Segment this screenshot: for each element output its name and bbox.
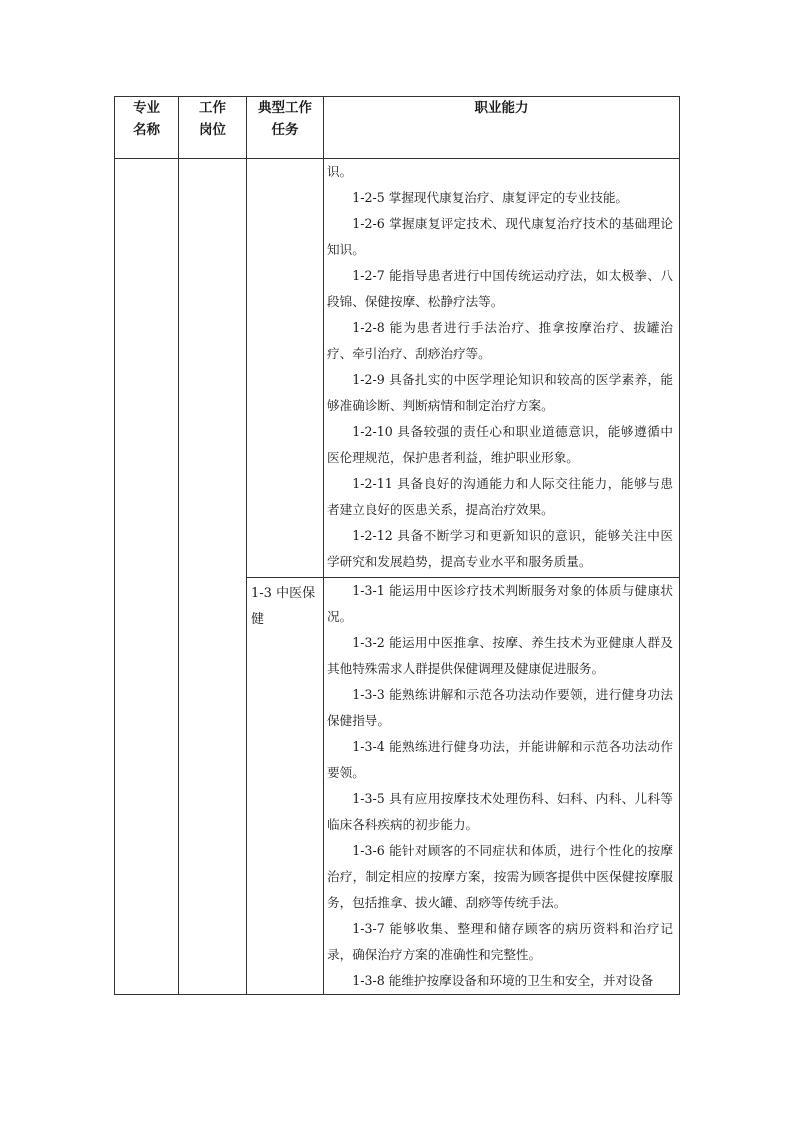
major-name-cell — [115, 159, 179, 995]
ability-paragraphs — [327, 578, 673, 994]
ability-item: 1-2-6 掌握康复评定技术、现代康复治疗技术的基础理论知识。 — [327, 216, 673, 257]
ability-item: 1-3-4 能熟练进行健身功法，并能讲解和示范各功法动作要领。 — [327, 739, 673, 780]
ability-item: 1-2-5 掌握现代康复治疗、康复评定的专业技能。 — [352, 190, 629, 205]
ability-item: 1-2-10 具备较强的责任心和职业道德意识，能够遵循中医伦理规范，保护患者利益，维护职业形象。 — [327, 424, 673, 465]
ability-item: 1-2-11 具备良好的沟通能力和人际交往能力，能够与患者建立良好的医患关系，提高治疗效果。 — [327, 476, 673, 517]
header-job-position — [179, 97, 247, 159]
ability-item: 1-3-7 能够收集、整理和储存顾客的病历资料和治疗记录，确保治疗方案的准确性和完整性。 — [327, 921, 673, 962]
typical-task-cell — [247, 578, 324, 995]
ability-item: 1-3-3 能熟练讲解和示范各功法动作要领，进行健身功法保健指导。 — [327, 687, 673, 728]
table-header-row — [115, 97, 680, 159]
ability-item: 1-3-6 能针对顾客的不同症状和体质，进行个性化的按摩治疗，制定相应的按摩方案，按需为顾客提供中医保健按摩服务，包括推拿、拔火罐、刮痧等传统手法。 — [327, 843, 673, 910]
ability-item: 1-2-8 能为患者进行手法治疗、推拿按摩治疗、拔罐治疗、牵引治疗、刮痧治疗等。 — [327, 320, 673, 361]
ability-item: 1-2-7 能指导患者进行中国传统运动疗法，如太极拳、八段锦、保健按摩、松静疗法等。 — [327, 268, 673, 309]
header-typical-task-line1: 典型工作 — [258, 100, 312, 116]
ability-paragraphs — [327, 159, 673, 575]
table-row — [115, 159, 680, 578]
ability-item: 1-2-9 具备扎实的中医学理论知识和较高的医学素养，能够准确诊断、判断病情和制定治疗方案。 — [327, 372, 673, 413]
header-typical-task — [247, 97, 324, 159]
header-job-position-line1: 工作 — [199, 100, 226, 116]
job-position-cell — [179, 159, 247, 995]
typical-task-cell — [247, 159, 324, 578]
ability-item: 1-3-5 具有应用按摩技术处理伤科、妇科、内科、儿科等临床各科疾病的初步能力。 — [327, 791, 673, 832]
header-vocational-ability — [324, 97, 680, 159]
header-job-position-line2: 岗位 — [199, 122, 226, 138]
ability-item: 1-3-2 能运用中医推拿、按摩、养生技术为亚健康人群及其他特殊需求人群提供保健调理及健康促进服务。 — [327, 635, 673, 676]
header-major-name-line2: 名称 — [133, 122, 160, 138]
vocational-ability-cell — [324, 578, 680, 995]
header-major-name — [115, 97, 179, 159]
ability-item: 1-3-1 能运用中医诊疗技术判断服务对象的体质与健康状况。 — [327, 583, 673, 624]
header-major-name-line1: 专业 — [133, 100, 160, 116]
ability-item: 识。 — [327, 164, 353, 179]
header-typical-task-line2: 任务 — [271, 122, 299, 138]
task-label: 1-3 中医保健 — [251, 586, 316, 627]
ability-item: 1-2-12 具备不断学习和更新知识的意识，能够关注中医学研究和发展趋势，提高专业水平和服务质量。 — [327, 528, 673, 569]
vocational-ability-cell — [324, 159, 680, 578]
ability-item: 1-3-8 能维护按摩设备和环境的卫生和安全，并对设备 — [352, 973, 654, 988]
career-ability-table — [114, 96, 680, 995]
header-vocational-ability-label: 职业能力 — [474, 100, 529, 116]
